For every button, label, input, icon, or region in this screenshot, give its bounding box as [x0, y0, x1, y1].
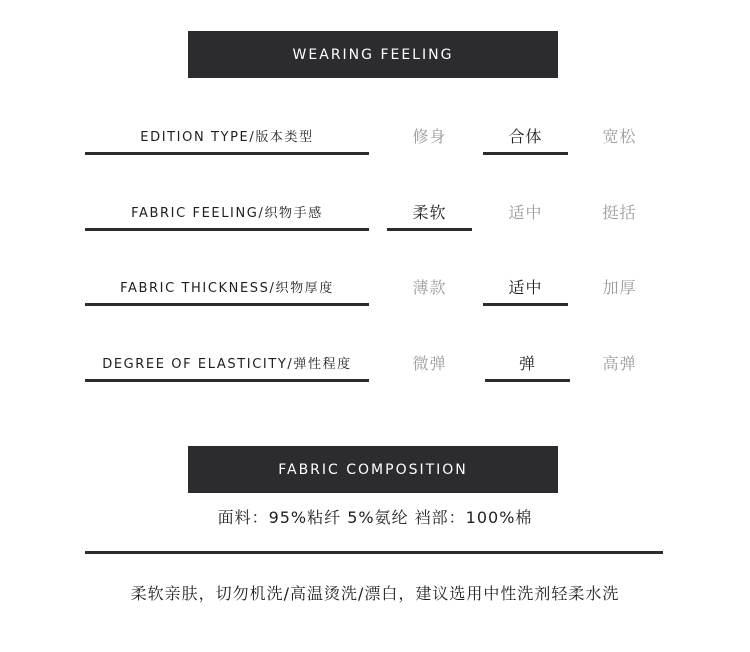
option-medium-selected: 适中 — [483, 270, 568, 303]
attribute-underline — [85, 228, 369, 231]
attribute-row-elasticity — [0, 346, 750, 406]
attribute-row-edition-type — [0, 119, 750, 179]
attribute-label: EDITION TYPE/版本类型 — [140, 130, 314, 145]
attribute-underline — [85, 379, 369, 382]
fabric-composition-title: FABRIC COMPOSITION — [278, 461, 468, 478]
attribute-underline — [85, 152, 369, 155]
option-thick: 加厚 — [602, 278, 637, 297]
attribute-label: DEGREE OF ELASTICITY/弹性程度 — [102, 357, 352, 372]
option-high-stretch: 高弹 — [602, 354, 637, 373]
option-thin: 薄款 — [412, 278, 447, 297]
section-divider — [85, 551, 663, 554]
attribute-underline — [85, 303, 369, 306]
option-slight-stretch: 微弹 — [412, 354, 447, 373]
attribute-label: FABRIC FEELING/织物手感 — [131, 206, 323, 221]
care-instructions: 柔软亲肤，切勿机洗/高温烫洗/漂白，建议选用中性洗剂轻柔水洗 — [130, 584, 620, 603]
attribute-label: FABRIC THICKNESS/织物厚度 — [120, 281, 334, 296]
wearing-feeling-banner — [188, 31, 558, 78]
option-stiff: 挺括 — [602, 203, 637, 222]
attribute-row-fabric-feeling — [0, 195, 750, 255]
option-stretch-selected: 弹 — [485, 346, 570, 379]
wearing-feeling-title: WEARING FEELING — [292, 46, 454, 63]
option-slim: 修身 — [412, 127, 447, 146]
fabric-composition-text: 面料：95%粘纤 5%氨纶 裆部：100%棉 — [217, 508, 533, 527]
fabric-composition-banner — [188, 446, 558, 493]
option-moderate: 适中 — [508, 203, 543, 222]
option-soft-selected: 柔软 — [387, 195, 472, 228]
option-loose: 宽松 — [602, 127, 637, 146]
option-regular-selected: 合体 — [483, 119, 568, 152]
attribute-row-fabric-thickness — [0, 270, 750, 330]
